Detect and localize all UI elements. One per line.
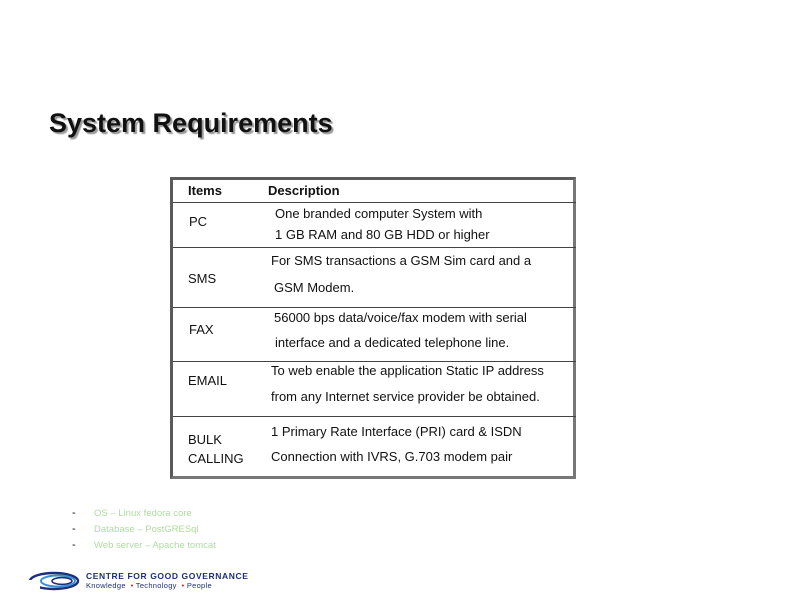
table-cell-item: SMS [188, 271, 217, 286]
list-item [72, 521, 216, 537]
list-item [72, 537, 216, 553]
table-cell-description: For SMS transactions a GSM Sim card and a [271, 253, 532, 268]
list-item-text: OS – Linux fedora core [94, 507, 192, 519]
bullet-icon: • [128, 581, 134, 590]
table-cell-item: BULK [188, 432, 222, 447]
table-cell-item: EMAIL [188, 373, 228, 388]
table-cell-description: Connection with IVRS, G.703 modem pair [271, 449, 513, 464]
bullet-marker: - [72, 523, 76, 535]
org-name: CENTRE FOR GOOD GOVERNANCE [86, 571, 249, 581]
bullet-icon: • [179, 581, 185, 590]
list-item-text: Database – PostGRESql [94, 523, 199, 535]
swirl-logo-icon [28, 571, 84, 591]
table-cell-description: One branded computer System with [275, 206, 483, 221]
table-cell-description: interface and a dedicated telephone line. [275, 335, 510, 350]
bullet-marker: - [72, 539, 76, 551]
table-cell-description: 1 Primary Rate Interface (PRI) card & ISDN [271, 424, 522, 439]
row-divider [173, 202, 576, 203]
tagline-word: Technology [135, 581, 177, 590]
table-cell-description: 56000 bps data/voice/fax modem with serial [274, 310, 527, 325]
tagline-word: People [186, 581, 212, 590]
bullet-marker: - [72, 507, 76, 519]
software-list [72, 505, 216, 553]
organization-logo [28, 571, 248, 591]
list-item [72, 505, 216, 521]
tagline-word: Knowledge [86, 581, 126, 590]
row-divider [173, 416, 576, 417]
header-description: Description [268, 183, 340, 198]
table-cell-item: PC [189, 214, 208, 229]
page-title: System Requirements [49, 108, 333, 138]
table-cell-description: To web enable the application Static IP address [271, 363, 544, 378]
table-cell-item: FAX [189, 322, 214, 337]
row-divider [173, 247, 576, 248]
table-cell-description: GSM Modem. [274, 280, 355, 295]
table-cell-item: CALLING [188, 451, 244, 466]
tagline [86, 581, 248, 590]
table-cell-description: 1 GB RAM and 80 GB HDD or higher [275, 227, 490, 242]
list-item-text: Web server – Apache tomcat [94, 539, 216, 551]
header-items: Items [188, 183, 222, 198]
table-cell-description: from any Internet service provider be obtained. [271, 389, 540, 404]
